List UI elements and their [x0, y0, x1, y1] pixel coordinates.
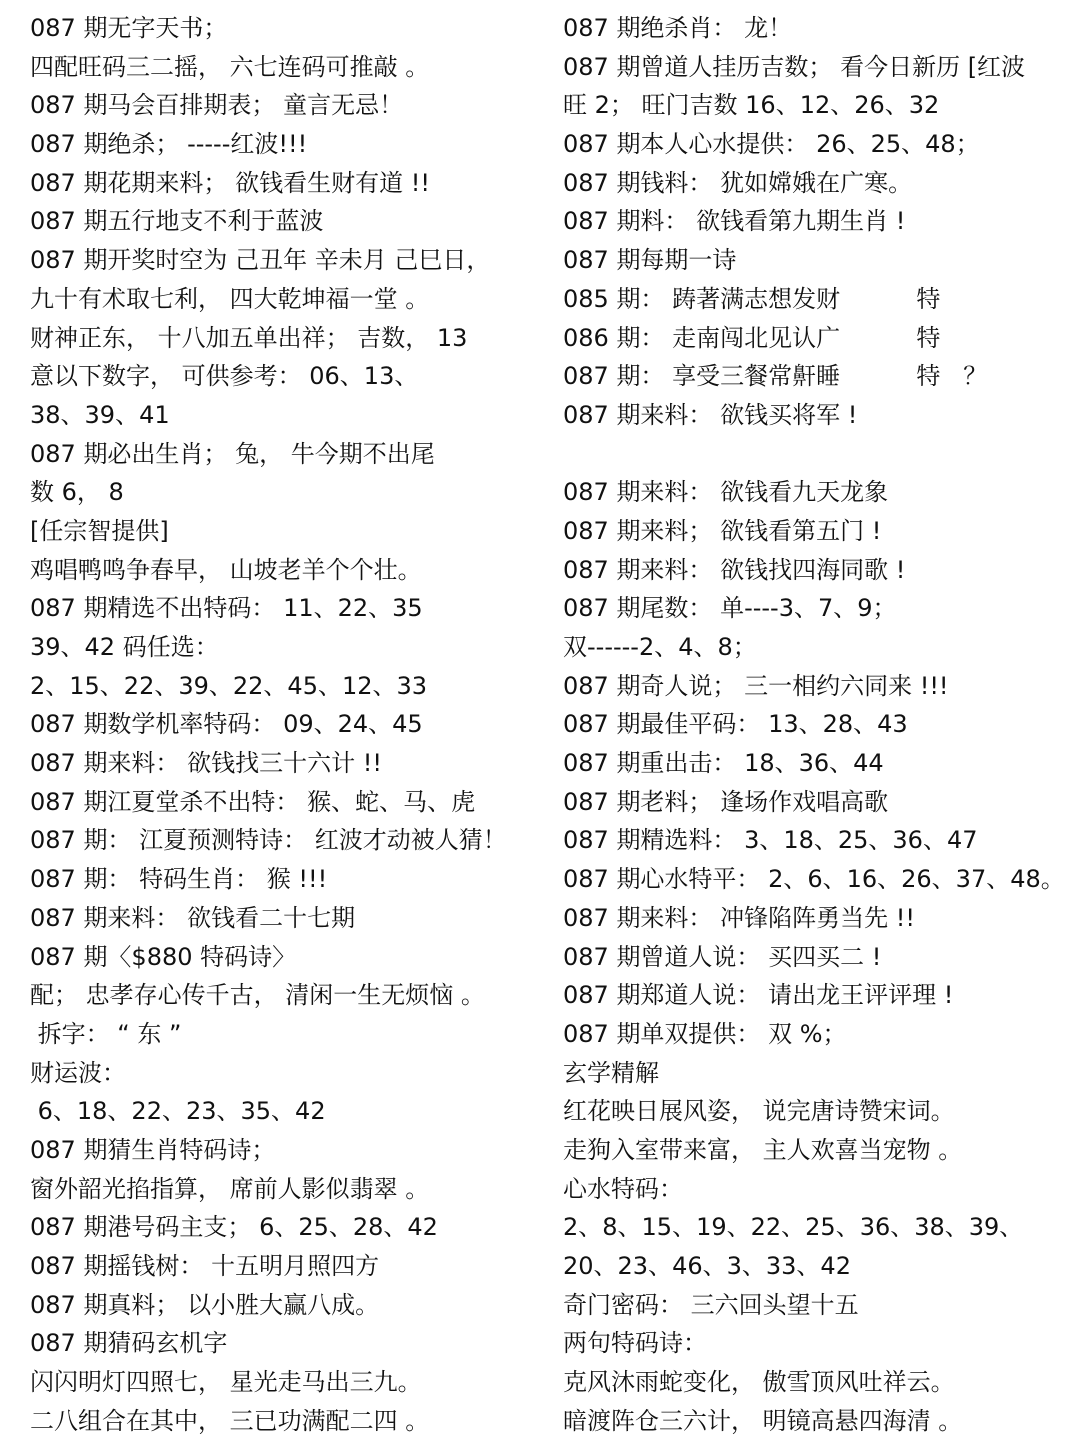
- text-line: 087 期最佳平码： 13、28、43: [563, 710, 908, 739]
- text-line: 克风沐雨蛇变化， 傲雪顶风吐祥云。: [563, 1368, 955, 1397]
- text-line: 087 期精选料： 3、18、25、36、47: [563, 826, 978, 855]
- text-line: 暗渡阵仓三六计， 明镜高悬四海清 。: [563, 1406, 963, 1435]
- text-line: 086 期： 走南闯北见认广 特: [563, 323, 941, 352]
- text-line: 2、8、15、19、22、25、36、38、39、: [563, 1213, 1024, 1242]
- text-line: 087 期来料： 欲钱看二十七期: [30, 903, 356, 932]
- text-line: 心水特码：: [563, 1174, 683, 1203]
- text-line: 087 期猜生肖特码诗；: [30, 1135, 276, 1164]
- text-line: 玄学精解: [563, 1058, 659, 1087]
- text-line: 四配旺码三二摇， 六七连码可推敲 。: [30, 52, 430, 81]
- text-line: 数 6， 8: [30, 478, 124, 507]
- text-line: [任宗智提供]: [30, 516, 169, 545]
- text-line: 旺 2； 旺门吉数 16、12、26、32: [563, 91, 940, 120]
- text-line: 087 期五行地支不利于蓝波: [30, 207, 324, 236]
- text-line: 087 期本人心水提供： 26、25、48；: [563, 130, 980, 159]
- text-line: 087 期绝杀； -----红波!!!: [30, 130, 308, 159]
- text-line: 20、23、46、3、33、42: [563, 1252, 851, 1280]
- text-line: 087 期马会百排期表； 童言无忌！: [30, 91, 404, 120]
- text-line: 087 期来料： 欲钱找四海同歌 !: [563, 555, 906, 584]
- text-line: 拆字： “ 东 ”: [30, 1019, 182, 1048]
- text-line: 087 期曾道人说： 买四买二 !: [563, 942, 882, 971]
- text-line: 087 期： 江夏预测特诗： 红波才动被人猜！: [30, 826, 507, 855]
- text-line: 087 期开奖时空为 己丑年 辛未月 己巳日，: [30, 246, 491, 275]
- text-line: 087 期重出击： 18、36、44: [563, 749, 884, 778]
- text-line: 087 期摇钱树： 十五明月照四方: [30, 1252, 380, 1280]
- text-line: 双------2、4、8；: [563, 633, 757, 661]
- text-line: 087 期郑道人说： 请出龙王评评理 !: [563, 981, 954, 1010]
- text-line: 087 期江夏堂杀不出特： 猴、蛇、马、虎: [30, 787, 476, 816]
- text-line: 087 期每期一诗: [563, 246, 737, 275]
- text-line: 087 期曾道人挂历吉数； 看今日新历 [红波: [563, 52, 1026, 81]
- text-line: 财运波：: [30, 1058, 126, 1087]
- text-line: 二八组合在其中， 三已功满配二四 。: [30, 1406, 430, 1435]
- text-line: 鸡唱鸭鸣争春早， 山坡老羊个个壮。: [30, 555, 422, 584]
- text-line: 087 期来料： 欲钱买将军 !: [563, 400, 858, 429]
- text-line: 087 期尾数： 单----3、7、9；: [563, 594, 897, 623]
- text-line: 087 期奇人说； 三一相约六同来 !!!: [563, 671, 949, 700]
- text-line: 087 期猜码玄机字: [30, 1329, 228, 1358]
- left-column: [30, 9, 550, 1440]
- text-line: 087 期〈$880 特码诗〉: [30, 942, 297, 971]
- text-line: 087 期料： 欲钱看第九期生肖 !: [563, 207, 906, 236]
- text-line: 087 期数学机率特码： 09、24、45: [30, 710, 423, 739]
- text-line: 087 期来料； 欲钱看第五门 !: [563, 516, 882, 545]
- text-line: 085 期： 踌著满志想发财 特: [563, 284, 941, 313]
- text-line: 087 期钱料： 犹如嫦娥在广寒。: [563, 168, 913, 197]
- text-line: 087 期港号码主支； 6、25、28、42: [30, 1213, 438, 1242]
- text-line: 奇门密码： 三六回头望十五: [563, 1290, 859, 1319]
- text-line: 红花映日展风姿， 说完唐诗赞宋词。: [563, 1097, 955, 1126]
- text-line: 087 期绝杀肖： 龙！: [563, 14, 793, 42]
- text-line: 39、42 码任选：: [30, 633, 219, 661]
- text-line: 财神正东， 十八加五单出祥； 吉数， 13: [30, 323, 468, 352]
- text-line: 087 期来料： 欲钱看九天龙象: [563, 478, 889, 507]
- blank-line: [563, 435, 1075, 474]
- text-line: 38、39、41: [30, 400, 170, 429]
- text-line: 087 期无字天书；: [30, 14, 228, 42]
- text-line: 两句特码诗：: [563, 1329, 707, 1358]
- text-line: 087 期花期来料； 欲钱看生财有道 !!: [30, 168, 430, 197]
- text-line: 6、18、22、23、35、42: [30, 1097, 326, 1126]
- text-line: 087 期心水特平： 2、6、16、26、37、48。: [563, 865, 1065, 894]
- text-line: 087 期来料： 欲钱找三十六计 !!: [30, 749, 382, 778]
- text-line: 九十有术取七利， 四大乾坤福一堂 。: [30, 284, 430, 313]
- text-line: 087 期来料： 冲锋陷阵勇当先 !!: [563, 903, 915, 932]
- text-line: 走狗入室带来富， 主人欢喜当宠物 。: [563, 1135, 963, 1164]
- text-line: 087 期必出生肖； 兔， 牛今期不出尾: [30, 439, 435, 468]
- text-line: 意以下数字， 可供参考： 06、13、: [30, 362, 419, 391]
- text-line: 087 期真料； 以小胜大赢八成。: [30, 1290, 380, 1319]
- right-column: [563, 9, 1075, 1440]
- text-line: 087 期： 特码生肖： 猴 !!!: [30, 865, 328, 894]
- text-line: 闪闪明灯四照七， 星光走马出三九。: [30, 1368, 422, 1397]
- text-line: 窗外韶光掐指算， 席前人影似翡翠 。: [30, 1174, 430, 1203]
- text-line: 配； 忠孝存心传千古， 清闲一生无烦恼 。: [30, 981, 485, 1010]
- text-line: 087 期老料； 逢场作戏唱高歌: [563, 787, 889, 816]
- text-line: 2、15、22、39、22、45、12、33: [30, 671, 428, 700]
- text-line: 087 期精选不出特码： 11、22、35: [30, 594, 423, 623]
- text-line: 087 期： 享受三餐常鼾睡 特 ？: [563, 362, 988, 391]
- text-line: 087 期单双提供： 双 %；: [563, 1019, 847, 1048]
